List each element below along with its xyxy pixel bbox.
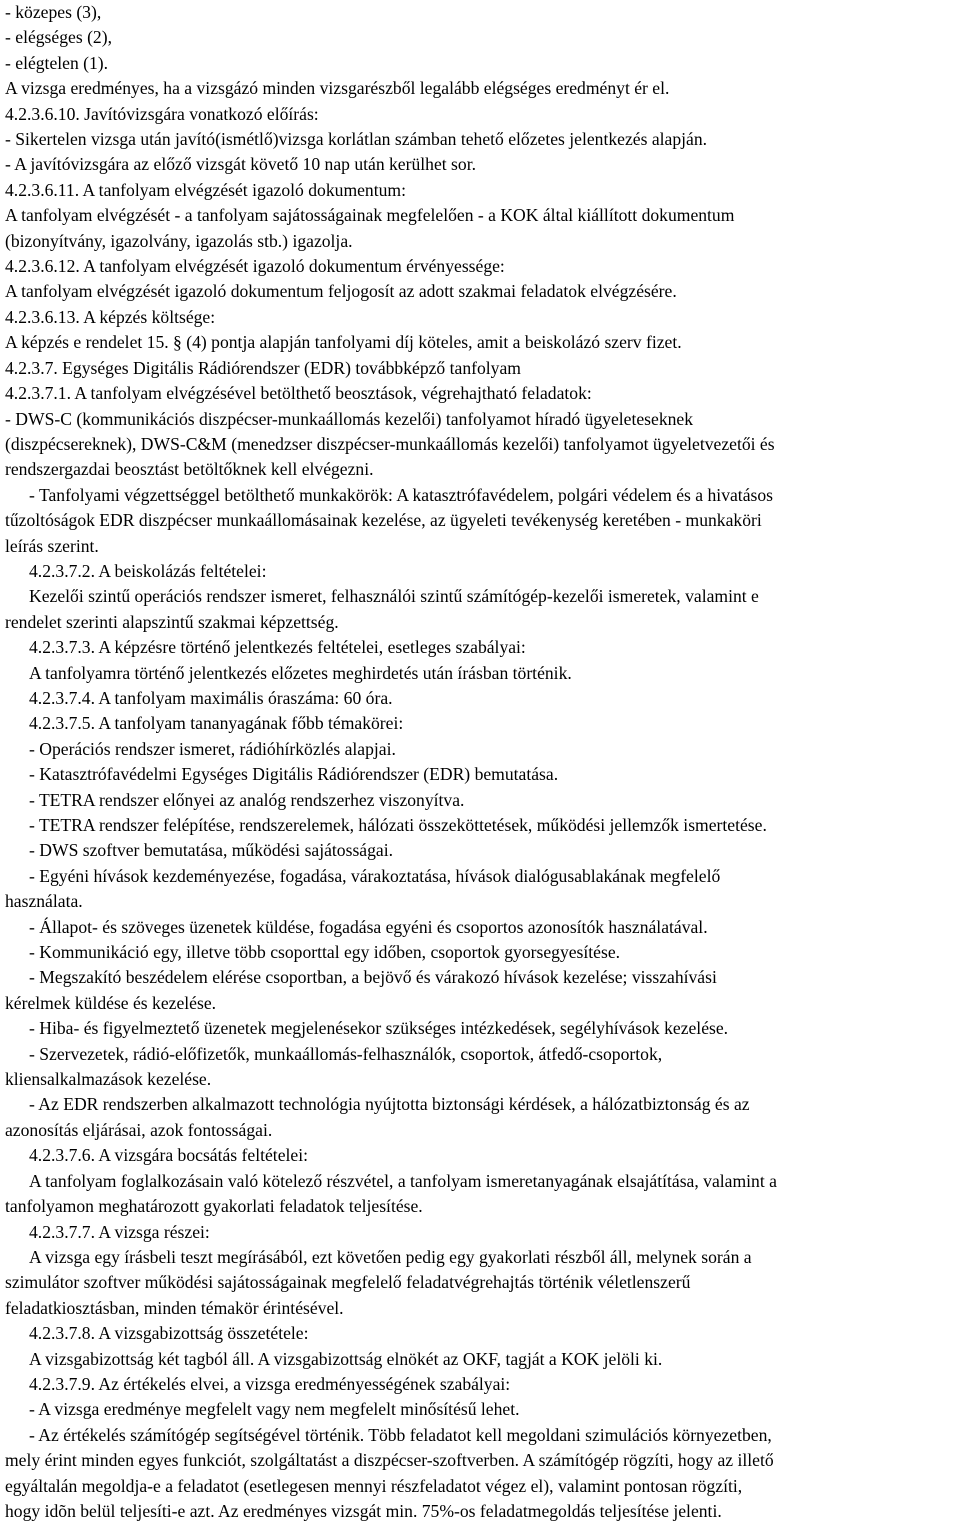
text-line: A tanfolyamra történő jelentkezés előzetes meghirdetés után írásban történik. xyxy=(29,662,572,683)
text-line: hogy idõn belül teljesíti-e azt. Az eredményes vizsgát min. 75%-os feladatmegoldás teljesítése jelenti. xyxy=(5,1500,722,1521)
text-line: - A vizsga eredménye megfelelt vagy nem megfelelt minősítésű lehet. xyxy=(29,1399,520,1420)
text-line: használata. xyxy=(5,891,83,912)
text-line: A vizsga egy írásbeli teszt megírásából, ezt követően pedig egy gyakorlati részből áll, melynek során a xyxy=(29,1246,752,1267)
text-line: 4.2.3.7.9. Az értékelés elvei, a vizsga eredményességének szabályai: xyxy=(29,1373,511,1394)
text-line: 4.2.3.7.8. A vizsgabizottság összetétele: xyxy=(29,1323,309,1344)
text-line: 4.2.3.7.2. A beiskolázás feltételei: xyxy=(29,560,267,581)
text-line: - Kommunikáció egy, illetve több csoporttal egy időben, csoportok gyorsegyesítése. xyxy=(29,942,621,963)
text-line: (bizonyítvány, igazolvány, igazolás stb.) igazolja. xyxy=(5,230,353,251)
text-line: A tanfolyam elvégzését - a tanfolyam sajátosságainak megfelelően - a KOK által kiállított dokumentum xyxy=(5,205,735,226)
text-line: 4.2.3.7.4. A tanfolyam maximális óraszáma: 60 óra. xyxy=(29,687,393,708)
text-line: - DWS szoftver bemutatása, működési sajátosságai. xyxy=(29,840,393,861)
text-line: - TETRA rendszer előnyei az analóg rendszerhez viszonyítva. xyxy=(29,789,465,810)
text-line: - Katasztrófavédelmi Egységes Digitális Rádiórendszer (EDR) bemutatása. xyxy=(29,764,559,785)
text-line: A vizsga eredményes, ha a vizsgázó minden vizsgarészből legalább elégséges eredményt ér el. xyxy=(5,78,670,99)
text-line: kérelmek küldése és kezelése. xyxy=(5,992,217,1013)
text-line: - közepes (3), xyxy=(5,2,102,22)
text-line: - elégtelen (1). xyxy=(5,52,109,73)
text-line: 4.2.3.7. Egységes Digitális Rádiórendszer (EDR) továbbképző tanfolyam xyxy=(5,357,521,378)
text-line: - Egyéni hívások kezdeményezése, fogadása, várakoztatása, hívások dialógusablakának megfelelő xyxy=(29,865,721,886)
text-line: 4.2.3.7.3. A képzésre történő jelentkezés feltételei, esetleges szabályai: xyxy=(29,637,526,658)
text-line: - A javítóvizsgára az előző vizsgát követő 10 nap után kerülhet sor. xyxy=(5,154,476,175)
text-line: Kezelői szintű operációs rendszer ismeret, felhasználói szintű számítógép-kezelői ismeretek, valamint e xyxy=(29,586,759,607)
text-line: rendszergazdai beosztást betöltőknek kell elvégezni. xyxy=(5,459,374,480)
text-line: A tanfolyam elvégzését igazoló dokumentum feljogosít az adott szakmai feladatok elvégzésére. xyxy=(5,281,677,302)
text-line: 4.2.3.7.5. A tanfolyam tananyagának főbb témakörei: xyxy=(29,713,404,734)
text-line: egyáltalán megoldja-e a feladatot (esetlegesen mennyi részfeladatot végez el), valamint pontosan rögzíti, xyxy=(5,1475,743,1496)
text-line: (diszpécsereknek), DWS-C&M (menedzser diszpécser-munkaállomás kezelői) tanfolyamot ügyeletvezetői és xyxy=(5,433,775,454)
text-line: leírás szerint. xyxy=(5,535,99,556)
text-line: mely érint minden egyes funkciót, szolgáltatást a diszpécser-szoftverben. A számítógép rögzíti, hogy az illető xyxy=(5,1450,774,1471)
text-line: - Sikertelen vizsga után javító(ismétlő)vizsga korlátlan számban tehető előzetes jelentkezés alapján. xyxy=(5,129,708,150)
text-line: tűzoltóságok EDR diszpécser munkaállomásainak kezelése, az ügyeleti tevékenység keretében - munkaköri xyxy=(5,510,762,531)
text-line: 4.2.3.7.1. A tanfolyam elvégzésével betölthető beosztások, végrehajtható feladatok: xyxy=(5,383,592,404)
text-line: rendelet szerinti alapszintű szakmai képzettség. xyxy=(5,611,339,632)
text-line: kliensalkalmazások kezelése. xyxy=(5,1069,212,1090)
text-line: azonosítás eljárásai, azok fontosságai. xyxy=(5,1119,273,1140)
text-line: - Tanfolyami végzettséggel betölthető munkakörök: A katasztrófavédelem, polgári védelem és a hivatásos xyxy=(29,484,773,505)
text-line: 4.2.3.6.11. A tanfolyam elvégzését igazoló dokumentum: xyxy=(5,179,406,200)
text-line: szimulátor szoftver működési sajátosságainak megfelelő feladatvégrehajtás történik véletlenszerű xyxy=(5,1272,691,1293)
text-line: 4.2.3.6.10. Javítóvizsgára vonatkozó előírás: xyxy=(5,103,319,124)
text-line: - Az EDR rendszerben alkalmazott technológia nyújtotta biztonsági kérdések, a hálózatbiztonság és az xyxy=(29,1094,750,1115)
text-line: tanfolyamon meghatározott gyakorlati feladatok teljesítése. xyxy=(5,1196,423,1217)
text-line: - Szervezetek, rádió-előfizetők, munkaállomás-felhasználók, csoportok, átfedő-csoportok, xyxy=(29,1043,663,1064)
text-line: 4.2.3.7.7. A vizsga részei: xyxy=(29,1221,210,1242)
text-line: - elégséges (2), xyxy=(5,27,112,48)
text-line: A vizsgabizottság két tagból áll. A vizsgabizottság elnökét az OKF, tagját a KOK jelöli ki. xyxy=(29,1348,663,1369)
text-line: - TETRA rendszer felépítése, rendszerelemek, hálózati összeköttetések, működési jellemzők ismertetése. xyxy=(29,815,767,835)
text-line: feladatkiosztásban, minden témakör érintésével. xyxy=(5,1297,344,1318)
text-line: 4.2.3.7.6. A vizsgára bocsátás feltételei: xyxy=(29,1145,308,1166)
text-line: - Hiba- és figyelmeztető üzenetek megjelenésekor szükséges intézkedések, segélyhívások kezelése. xyxy=(29,1018,729,1039)
text-line: 4.2.3.6.13. A képzés költsége: xyxy=(5,306,216,327)
text-line: - Operációs rendszer ismeret, rádióhírközlés alapjai. xyxy=(29,738,396,759)
text-line: - Megszakító beszédelem elérése csoportban, a bejövő és várakozó hívások kezelése; visszahívási xyxy=(29,967,717,988)
text-line: A képzés e rendelet 15. § (4) pontja alapján tanfolyami díj köteles, amit a beiskolázó szerv fizet. xyxy=(5,332,682,353)
text-line: - Állapot- és szöveges üzenetek küldése, fogadása egyéni és csoportos azonosítók használatával. xyxy=(29,916,708,937)
text-line: A tanfolyam foglalkozásain való kötelező részvétel, a tanfolyam ismeretanyagának elsajátítása, valamint a xyxy=(29,1170,777,1191)
text-line: - DWS-C (kommunikációs diszpécser-munkaállomás kezelői) tanfolyamot híradó ügyeleteseknek xyxy=(5,408,694,429)
text-line: - Az értékelés számítógép segítségével történik. Több feladatot kell megoldani szimulációs környezetben, xyxy=(29,1424,772,1445)
text-line: 4.2.3.6.12. A tanfolyam elvégzését igazoló dokumentum érvényessége: xyxy=(5,256,505,277)
